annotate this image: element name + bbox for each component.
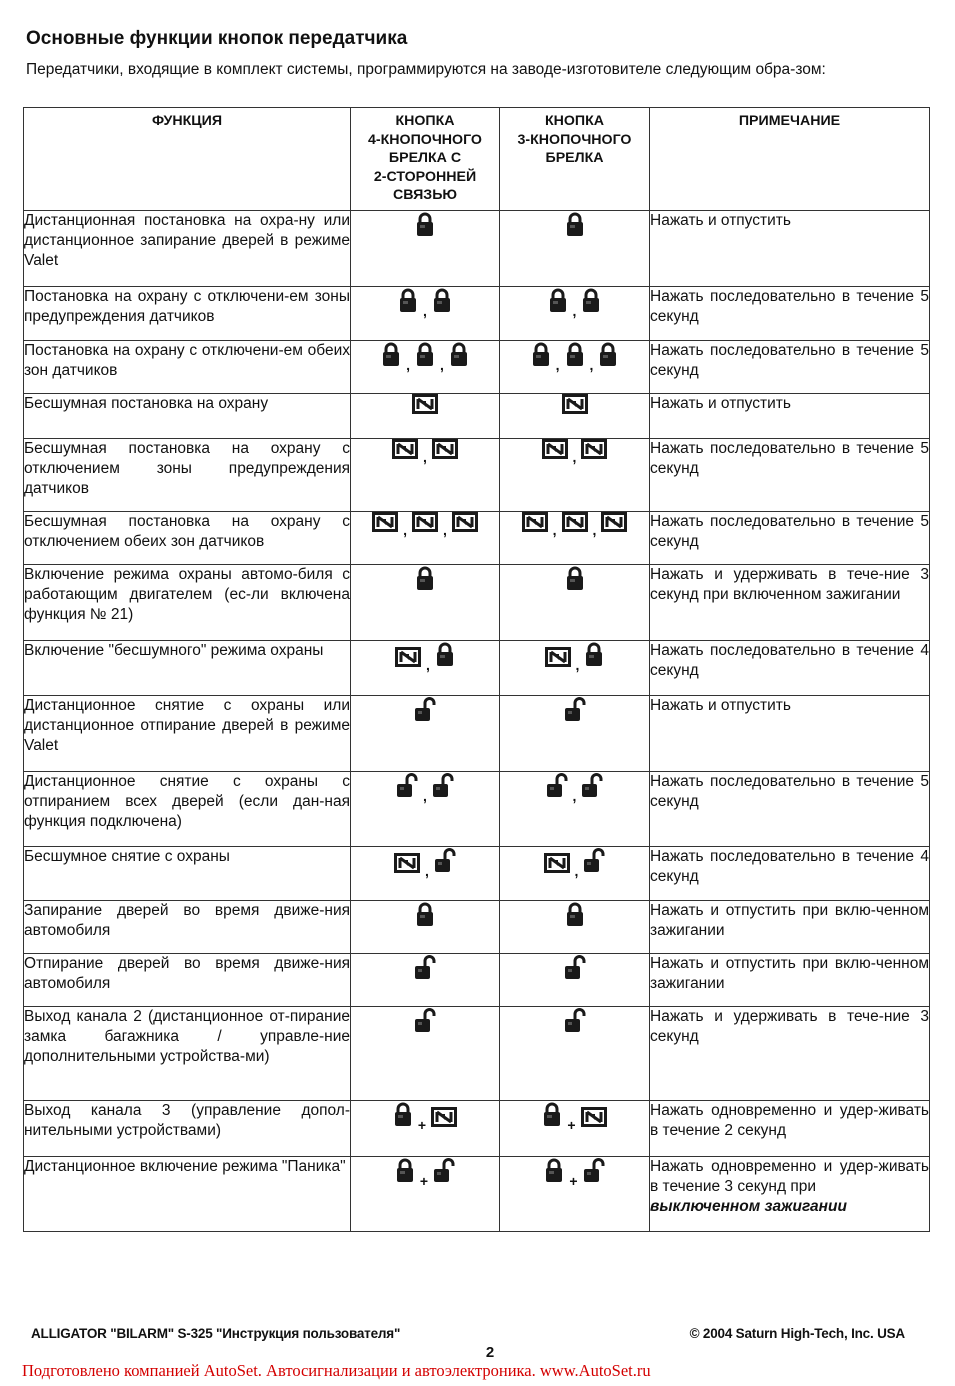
sequence-separator: , bbox=[575, 657, 580, 673]
silent-icon bbox=[522, 512, 548, 537]
btn4-cell bbox=[351, 512, 500, 565]
silent-icon bbox=[581, 1107, 607, 1132]
button-sequence bbox=[414, 696, 436, 727]
button-sequence bbox=[415, 211, 435, 242]
lock-icon bbox=[415, 211, 435, 242]
button-sequence bbox=[565, 901, 585, 932]
table-row bbox=[24, 1007, 930, 1101]
button-sequence bbox=[544, 847, 606, 878]
header-btn4-line: 2-СТОРОННЕЙ bbox=[373, 168, 477, 185]
lock-icon bbox=[542, 1101, 562, 1132]
lock-icon bbox=[449, 341, 469, 372]
btn4-cell bbox=[351, 341, 500, 394]
lock-icon bbox=[544, 1157, 564, 1188]
button-sequence bbox=[544, 1157, 604, 1188]
note-cell bbox=[650, 287, 930, 341]
button-sequence bbox=[542, 439, 608, 464]
lock-icon bbox=[548, 287, 568, 318]
sequence-separator: , bbox=[572, 449, 577, 465]
header-btn3-line: КНОПКА bbox=[544, 113, 605, 129]
unlock-icon bbox=[433, 1157, 455, 1188]
note-cell bbox=[650, 954, 930, 1007]
button-sequence bbox=[531, 341, 619, 372]
unlock-icon bbox=[414, 954, 436, 985]
note-text: Нажать одновременно и удер-живать в течение 2 секунд bbox=[650, 1102, 929, 1139]
note-cell bbox=[650, 901, 930, 954]
btn4-cell bbox=[351, 641, 500, 696]
table-row bbox=[24, 394, 930, 439]
unlock-icon bbox=[583, 1157, 605, 1188]
btn3-cell bbox=[500, 341, 650, 394]
button-sequence bbox=[562, 394, 588, 419]
page-number: 2 bbox=[485, 1344, 495, 1361]
button-sequence bbox=[412, 394, 438, 419]
note-text: Нажать последовательно в течение 4 секунд bbox=[650, 848, 929, 885]
silent-icon bbox=[544, 853, 570, 878]
header-function: ФУНКЦИЯ bbox=[24, 108, 351, 211]
function-cell: Бесшумная постановка на охрану с отключением обеих зон датчиков bbox=[24, 512, 351, 565]
btn4-cell bbox=[351, 1157, 500, 1232]
unlock-icon bbox=[583, 847, 605, 878]
btn3-cell bbox=[500, 287, 650, 341]
button-sequence bbox=[393, 1101, 457, 1132]
btn3-cell bbox=[500, 211, 650, 287]
footer-copyright: © 2004 Saturn High-Tech, Inc. USA bbox=[689, 1326, 905, 1341]
note-text: Нажать последовательно в течение 5 секунд bbox=[650, 440, 929, 477]
btn3-cell bbox=[500, 394, 650, 439]
note-cell bbox=[650, 565, 930, 641]
button-sequence bbox=[414, 1007, 436, 1038]
btn4-cell bbox=[351, 954, 500, 1007]
unlock-icon bbox=[564, 696, 586, 727]
note-cell bbox=[650, 641, 930, 696]
btn4-cell bbox=[351, 211, 500, 287]
silent-icon bbox=[394, 853, 420, 878]
unlock-icon bbox=[546, 772, 568, 803]
note-cell bbox=[650, 772, 930, 847]
unlock-icon bbox=[414, 696, 436, 727]
lock-icon bbox=[565, 211, 585, 242]
function-cell: Дистанционное включение режима "Паника" bbox=[24, 1157, 351, 1232]
lock-icon bbox=[415, 565, 435, 596]
sequence-separator: , bbox=[589, 357, 594, 373]
note-text: Нажать и удерживать в тече-ние 3 секунд bbox=[650, 1008, 929, 1045]
function-cell: Бесшумная постановка на охрану bbox=[24, 394, 351, 439]
header-btn3 bbox=[500, 108, 650, 211]
table-row bbox=[24, 847, 930, 901]
lock-icon bbox=[584, 641, 604, 672]
button-sequence bbox=[394, 847, 456, 878]
btn3-cell bbox=[500, 641, 650, 696]
unlock-icon bbox=[564, 954, 586, 985]
header-btn3-line: БРЕЛКА bbox=[545, 150, 604, 166]
note-text: Нажать и удерживать в тече-ние 3 секунд при включенном зажигании bbox=[650, 566, 929, 603]
btn4-cell bbox=[351, 287, 500, 341]
lock-icon bbox=[395, 1157, 415, 1188]
button-sequence bbox=[565, 565, 585, 596]
sequence-separator: , bbox=[574, 863, 579, 879]
sequence-separator: , bbox=[440, 357, 444, 373]
sequence-separator: , bbox=[426, 657, 430, 673]
silent-icon bbox=[562, 394, 588, 419]
note-cell bbox=[650, 341, 930, 394]
function-cell: Включение "бесшумного" режима охраны bbox=[24, 641, 351, 696]
button-sequence bbox=[414, 954, 436, 985]
btn4-cell bbox=[351, 847, 500, 901]
silent-icon bbox=[581, 439, 607, 464]
function-cell: Бесшумная постановка на охрану с отключением зоны предупреждения датчиков bbox=[24, 439, 351, 512]
note-text: Нажать последовательно в течение 5 секунд bbox=[650, 342, 929, 379]
button-sequence bbox=[564, 1007, 586, 1038]
btn4-cell bbox=[351, 1101, 500, 1157]
table-row bbox=[24, 287, 930, 341]
note-text: Нажать и отпустить bbox=[650, 697, 791, 714]
silent-icon bbox=[392, 439, 418, 464]
btn3-cell bbox=[500, 772, 650, 847]
sequence-separator: + bbox=[419, 1173, 429, 1189]
header-btn3-line: 3-КНОПОЧНОГО bbox=[517, 131, 632, 148]
silent-icon bbox=[601, 512, 627, 537]
btn3-cell bbox=[500, 901, 650, 954]
intro-text: Передатчики, входящие в комплект системы, программируются на заводе-изготовителе следующим обра-зом: bbox=[26, 61, 826, 78]
note-cell bbox=[650, 1101, 930, 1157]
silent-icon bbox=[412, 394, 438, 419]
table-row bbox=[24, 772, 930, 847]
btn3-cell bbox=[500, 847, 650, 901]
lock-icon bbox=[415, 341, 435, 372]
function-cell: Дистанционное снятие с охраны с отпиранием всех дверей (если дан-ная функция подключена) bbox=[24, 772, 351, 847]
sequence-separator: + bbox=[569, 1173, 578, 1189]
unlock-icon bbox=[432, 772, 454, 803]
unlock-icon bbox=[564, 1007, 586, 1038]
sequence-separator: , bbox=[425, 863, 429, 879]
button-sequence bbox=[398, 287, 452, 318]
table-row bbox=[24, 341, 930, 394]
silent-icon bbox=[542, 439, 568, 464]
button-sequence bbox=[415, 565, 435, 596]
note-text: Нажать последовательно в течение 5 секунд bbox=[650, 773, 929, 810]
lock-icon bbox=[415, 901, 435, 932]
lock-icon bbox=[565, 565, 585, 596]
button-sequence bbox=[392, 439, 458, 464]
table-row bbox=[24, 1101, 930, 1157]
header-btn4-line: 4-КНОПОЧНОГО bbox=[368, 131, 482, 148]
button-sequence bbox=[522, 512, 628, 537]
button-sequence bbox=[396, 772, 454, 803]
sequence-separator: , bbox=[572, 303, 577, 319]
table-row bbox=[24, 512, 930, 565]
btn3-cell bbox=[500, 1101, 650, 1157]
button-sequence bbox=[395, 1157, 455, 1188]
button-sequence bbox=[564, 954, 586, 985]
button-sequence bbox=[545, 641, 605, 672]
table-row bbox=[24, 1157, 930, 1232]
btn3-cell bbox=[500, 512, 650, 565]
note-text: Нажать одновременно и удер-живать в течение 3 секунд при bbox=[650, 1158, 929, 1195]
note-cell bbox=[650, 439, 930, 512]
unlock-icon bbox=[434, 847, 456, 878]
note-cell bbox=[650, 211, 930, 287]
header-btn4-line: СВЯЗЬЮ bbox=[392, 187, 458, 203]
button-sequence bbox=[381, 341, 469, 372]
lock-icon bbox=[435, 641, 455, 672]
note-cell bbox=[650, 512, 930, 565]
btn4-cell bbox=[351, 1007, 500, 1101]
btn3-cell bbox=[500, 439, 650, 512]
button-sequence bbox=[415, 901, 435, 932]
button-sequence bbox=[565, 211, 585, 242]
note-text: Нажать и отпустить при вклю-ченном зажигании bbox=[650, 902, 929, 939]
lock-icon bbox=[381, 341, 401, 372]
sequence-separator: , bbox=[443, 522, 447, 538]
sequence-separator: , bbox=[406, 357, 410, 373]
function-cell: Отпирание дверей во время движе-ния автомобиля bbox=[24, 954, 351, 1007]
function-cell: Дистанционная постановка на охра-ну или дистанционное запирание дверей в режиме Valet bbox=[24, 211, 351, 287]
note-text: Нажать последовательно в течение 5 секунд bbox=[650, 513, 929, 550]
note-text: Нажать и отпустить bbox=[650, 395, 791, 412]
table-row bbox=[24, 211, 930, 287]
unlock-icon bbox=[396, 772, 418, 803]
button-sequence bbox=[564, 696, 586, 727]
function-cell: Запирание дверей во время движе-ния автомобиля bbox=[24, 901, 351, 954]
sequence-separator: + bbox=[417, 1117, 427, 1133]
button-sequence bbox=[548, 287, 602, 318]
silent-icon bbox=[562, 512, 588, 537]
btn3-cell bbox=[500, 565, 650, 641]
lock-icon bbox=[565, 901, 585, 932]
note-text: Нажать последовательно в течение 5 секунд bbox=[650, 288, 929, 325]
silent-icon bbox=[372, 512, 398, 537]
note-cell bbox=[650, 847, 930, 901]
page-title: Основные функции кнопок передатчика bbox=[26, 28, 408, 49]
button-sequence bbox=[542, 1101, 606, 1132]
header-btn4 bbox=[351, 108, 500, 211]
silent-icon bbox=[412, 512, 438, 537]
btn4-cell bbox=[351, 394, 500, 439]
table-header-row bbox=[24, 108, 930, 211]
sequence-separator: , bbox=[572, 788, 577, 804]
function-cell: Дистанционное снятие с охраны или дистанционное отпирание дверей в режиме Valet bbox=[24, 696, 351, 772]
table-row bbox=[24, 696, 930, 772]
button-sequence bbox=[372, 512, 478, 537]
sequence-separator: + bbox=[567, 1117, 576, 1133]
silent-icon bbox=[431, 1107, 457, 1132]
function-cell: Постановка на охрану с отключени-ем зоны предупреждения датчиков bbox=[24, 287, 351, 341]
btn4-cell bbox=[351, 901, 500, 954]
functions-table bbox=[23, 107, 930, 1232]
sequence-separator: , bbox=[555, 357, 560, 373]
note-cell bbox=[650, 1007, 930, 1101]
lock-icon bbox=[432, 287, 452, 318]
table-row bbox=[24, 439, 930, 512]
lock-icon bbox=[598, 341, 618, 372]
header-btn4-line: БРЕЛКА С bbox=[388, 150, 462, 166]
unlock-icon bbox=[581, 772, 603, 803]
lock-icon bbox=[565, 341, 585, 372]
btn3-cell bbox=[500, 696, 650, 772]
footer-product: ALLIGATOR "BILARM" S-325 "Инструкция пользователя" bbox=[31, 1326, 401, 1341]
silent-icon bbox=[452, 512, 478, 537]
silent-icon bbox=[545, 647, 571, 672]
header-btn4-line: КНОПКА bbox=[395, 113, 455, 129]
btn3-cell bbox=[500, 954, 650, 1007]
silent-icon bbox=[432, 439, 458, 464]
header-note: ПРИМЕЧАНИЕ bbox=[650, 108, 930, 211]
sequence-separator: , bbox=[592, 522, 597, 538]
sequence-separator: , bbox=[403, 522, 407, 538]
function-cell: Выход канала 3 (управление допол-нительными устройствами) bbox=[24, 1101, 351, 1157]
btn3-cell bbox=[500, 1007, 650, 1101]
btn4-cell bbox=[351, 439, 500, 512]
table-row bbox=[24, 641, 930, 696]
note-text: Нажать последовательно в течение 4 секунд bbox=[650, 642, 929, 679]
sequence-separator: , bbox=[423, 788, 427, 804]
table-row bbox=[24, 565, 930, 641]
table-row bbox=[24, 954, 930, 1007]
button-sequence bbox=[546, 772, 604, 803]
silent-icon bbox=[395, 647, 421, 672]
btn4-cell bbox=[351, 565, 500, 641]
note-cell bbox=[650, 1157, 930, 1232]
lock-icon bbox=[393, 1101, 413, 1132]
function-cell: Постановка на охрану с отключени-ем обеих зон датчиков bbox=[24, 341, 351, 394]
function-cell: Включение режима охраны автомо-биля с работающим двигателем (ес-ли включена функция № 21) bbox=[24, 565, 351, 641]
note-emphasis: выключенном зажигании bbox=[650, 1198, 847, 1215]
note-cell bbox=[650, 394, 930, 439]
button-sequence bbox=[395, 641, 455, 672]
lock-icon bbox=[581, 287, 601, 318]
lock-icon bbox=[531, 341, 551, 372]
sequence-separator: , bbox=[423, 449, 427, 465]
note-text: Нажать и отпустить bbox=[650, 212, 791, 229]
function-cell: Бесшумное снятие с охраны bbox=[24, 847, 351, 901]
sequence-separator: , bbox=[552, 522, 557, 538]
credit-line: Подготовлено компанией AutoSet. Автосигнализации и автоэлектроника. www.AutoSet.ru bbox=[22, 1361, 651, 1380]
btn4-cell bbox=[351, 772, 500, 847]
sequence-separator: , bbox=[423, 303, 427, 319]
note-cell bbox=[650, 696, 930, 772]
btn4-cell bbox=[351, 696, 500, 772]
table-row bbox=[24, 901, 930, 954]
function-cell: Выход канала 2 (дистанционное от-пирание замка багажника / управле-ние дополнительными устройства-ми) bbox=[24, 1007, 351, 1101]
note-text: Нажать и отпустить при вклю-ченном зажигании bbox=[650, 955, 929, 992]
lock-icon bbox=[398, 287, 418, 318]
btn3-cell bbox=[500, 1157, 650, 1232]
unlock-icon bbox=[414, 1007, 436, 1038]
